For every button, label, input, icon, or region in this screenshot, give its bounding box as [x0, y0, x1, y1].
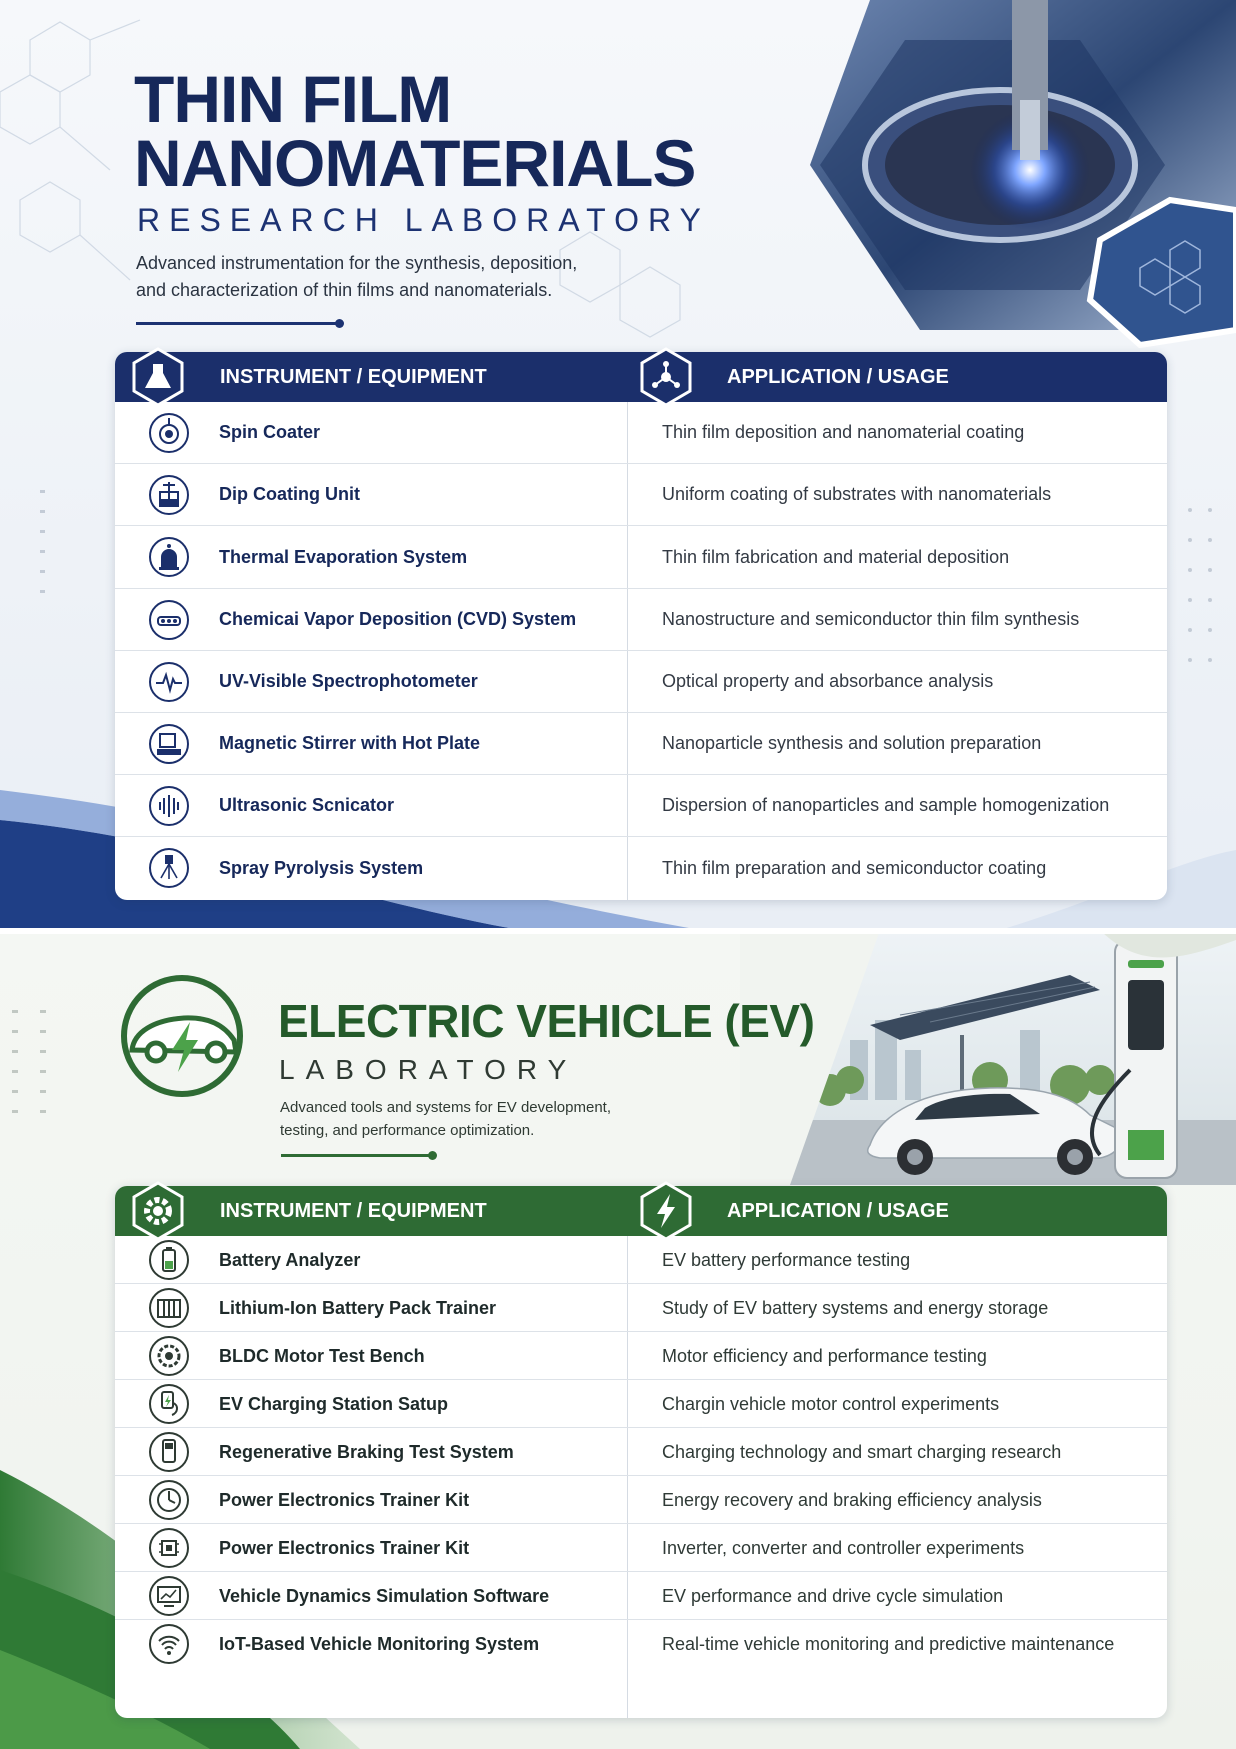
- ev-car-logo-icon: [114, 970, 254, 1100]
- ev-description: [280, 1096, 611, 1142]
- equipment-usage: Uniform coating of substrates with nanomaterials: [662, 484, 1052, 504]
- nano-description-line1: Advanced instrumentation for the synthesis, deposition,: [136, 253, 578, 273]
- equipment-name: Power Electronics Trainer Kit: [219, 1490, 470, 1510]
- equipment-usage: Dispersion of nanoparticles and sample homogenization: [662, 795, 1110, 815]
- equipment-usage: Chargin vehicle motor control experiments: [662, 1394, 1000, 1414]
- nano-subtitle: RESEARCH LABORATORY: [137, 202, 710, 238]
- gear-icon: [127, 1180, 189, 1242]
- equipment-name: Dip Coating Unit: [219, 484, 360, 504]
- nano-equipment-table: [115, 352, 1167, 900]
- table-row: [115, 1620, 1167, 1668]
- table-row: [115, 1236, 1167, 1284]
- ev-header-instrument: INSTRUMENT / EQUIPMENT: [220, 1200, 487, 1222]
- cvd-icon: [148, 599, 190, 641]
- equipment-name: Regenerative Braking Test System: [219, 1442, 514, 1462]
- equipment-name: IoT-Based Vehicle Monitoring System: [219, 1634, 540, 1654]
- table-row: [115, 1380, 1167, 1428]
- ev-header-application: APPLICATION / USAGE: [727, 1200, 949, 1222]
- equipment-usage: Motor efficiency and performance testing: [662, 1346, 987, 1366]
- equipment-name: UV-Visible Spectrophotometer: [219, 671, 478, 691]
- spectrum-icon: [148, 661, 190, 703]
- table-row: [115, 651, 1167, 713]
- equipment-usage: Study of EV battery systems and energy storage: [662, 1298, 1049, 1318]
- equipment-name: Chemicai Vapor Deposition (CVD) System: [219, 609, 577, 629]
- table-row: [115, 837, 1167, 900]
- spin-coater-icon: [148, 412, 190, 454]
- equipment-name: Battery Analyzer: [219, 1250, 361, 1270]
- chip-icon: [148, 1527, 190, 1569]
- molecule-icon: [635, 346, 697, 408]
- table-row: [115, 1428, 1167, 1476]
- equipment-name: EV Charging Station Satup: [219, 1394, 449, 1414]
- dip-coating-icon: [148, 474, 190, 516]
- table-row: [115, 713, 1167, 775]
- table-row: [115, 589, 1167, 651]
- equipment-usage: Real-time vehicle monitoring and predictive maintenance: [662, 1634, 1115, 1654]
- equipment-usage: Optical property and absorbance analysis: [662, 671, 994, 691]
- table-row: [115, 1332, 1167, 1380]
- ev-subtitle: LABORATORY: [279, 1054, 578, 1085]
- table-row: [115, 1284, 1167, 1332]
- table-row: [115, 775, 1167, 837]
- equipment-name: Spin Coater: [219, 422, 321, 442]
- wifi-icon: [148, 1623, 190, 1665]
- nano-header-instrument: INSTRUMENT / EQUIPMENT: [220, 366, 487, 388]
- equipment-usage: EV battery performance testing: [662, 1250, 911, 1270]
- ev-equipment-table: [115, 1186, 1167, 1718]
- evaporation-icon: [148, 536, 190, 578]
- equipment-name: Lithium-Ion Battery Pack Trainer: [219, 1298, 497, 1318]
- equipment-usage: Thin film deposition and nanomaterial coating: [662, 422, 1025, 442]
- equipment-name: Thermal Evaporation System: [219, 547, 468, 567]
- battery-icon: [148, 1239, 190, 1281]
- table-row: [115, 526, 1167, 589]
- ev-description-line2: testing, and performance optimization.: [280, 1122, 535, 1139]
- equipment-name: Spray Pyrolysis System: [219, 858, 424, 878]
- ev-description-line1: Advanced tools and systems for EV development,: [280, 1099, 612, 1116]
- table-row: [115, 402, 1167, 464]
- lightning-icon: [635, 1180, 697, 1242]
- nano-header-application: APPLICATION / USAGE: [727, 366, 949, 388]
- equipment-usage: EV performance and drive cycle simulation: [662, 1586, 1004, 1606]
- equipment-usage: Inverter, converter and controller experiments: [662, 1538, 1025, 1558]
- nano-title-line1: THIN FILM: [134, 62, 452, 136]
- equipment-name: Magnetic Stirrer with Hot Plate: [219, 733, 481, 753]
- ev-title: ELECTRIC VEHICLE (EV): [278, 995, 815, 1047]
- ev-table-header: [115, 1186, 1167, 1236]
- section-divider: [0, 928, 1236, 934]
- charging-plug-icon: [148, 1383, 190, 1425]
- equipment-name: BLDC Motor Test Bench: [219, 1346, 425, 1366]
- nano-title-line2: NANOMATERIALS: [134, 126, 696, 200]
- table-row: [115, 464, 1167, 526]
- nano-description-line2: and characterization of thin films and nanomaterials.: [136, 280, 553, 300]
- equipment-name: Ultrasonic Scnicator: [219, 795, 395, 815]
- equipment-name: Vehicle Dynamics Simulation Software: [219, 1586, 550, 1606]
- gauge-icon: [148, 1479, 190, 1521]
- table-row: [115, 1476, 1167, 1524]
- ev-underline: [281, 1154, 433, 1157]
- equipment-name: Power Electronics Trainer Kit: [219, 1538, 470, 1558]
- nano-underline: [136, 322, 340, 325]
- equipment-usage: Nanostructure and semiconductor thin film synthesis: [662, 609, 1080, 629]
- equipment-usage: Thin film preparation and semiconductor coating: [662, 858, 1047, 878]
- motor-icon: [148, 1335, 190, 1377]
- ultrasonic-icon: [148, 785, 190, 827]
- stirrer-icon: [148, 723, 190, 765]
- table-row: [115, 1572, 1167, 1620]
- charger-icon: [148, 1431, 190, 1473]
- spray-icon: [148, 847, 190, 889]
- table-row: [115, 1524, 1167, 1572]
- battery-pack-icon: [148, 1287, 190, 1329]
- ev-section: [0, 930, 1236, 1749]
- nano-table-header: [115, 352, 1167, 402]
- equipment-usage: Charging technology and smart charging research: [662, 1442, 1062, 1462]
- nano-description: [136, 250, 577, 304]
- monitor-icon: [148, 1575, 190, 1617]
- equipment-usage: Thin film fabrication and material deposition: [662, 547, 1010, 567]
- equipment-usage: Nanoparticle synthesis and solution preparation: [662, 733, 1042, 753]
- flask-icon: [127, 346, 189, 408]
- equipment-usage: Energy recovery and braking efficiency analysis: [662, 1490, 1042, 1510]
